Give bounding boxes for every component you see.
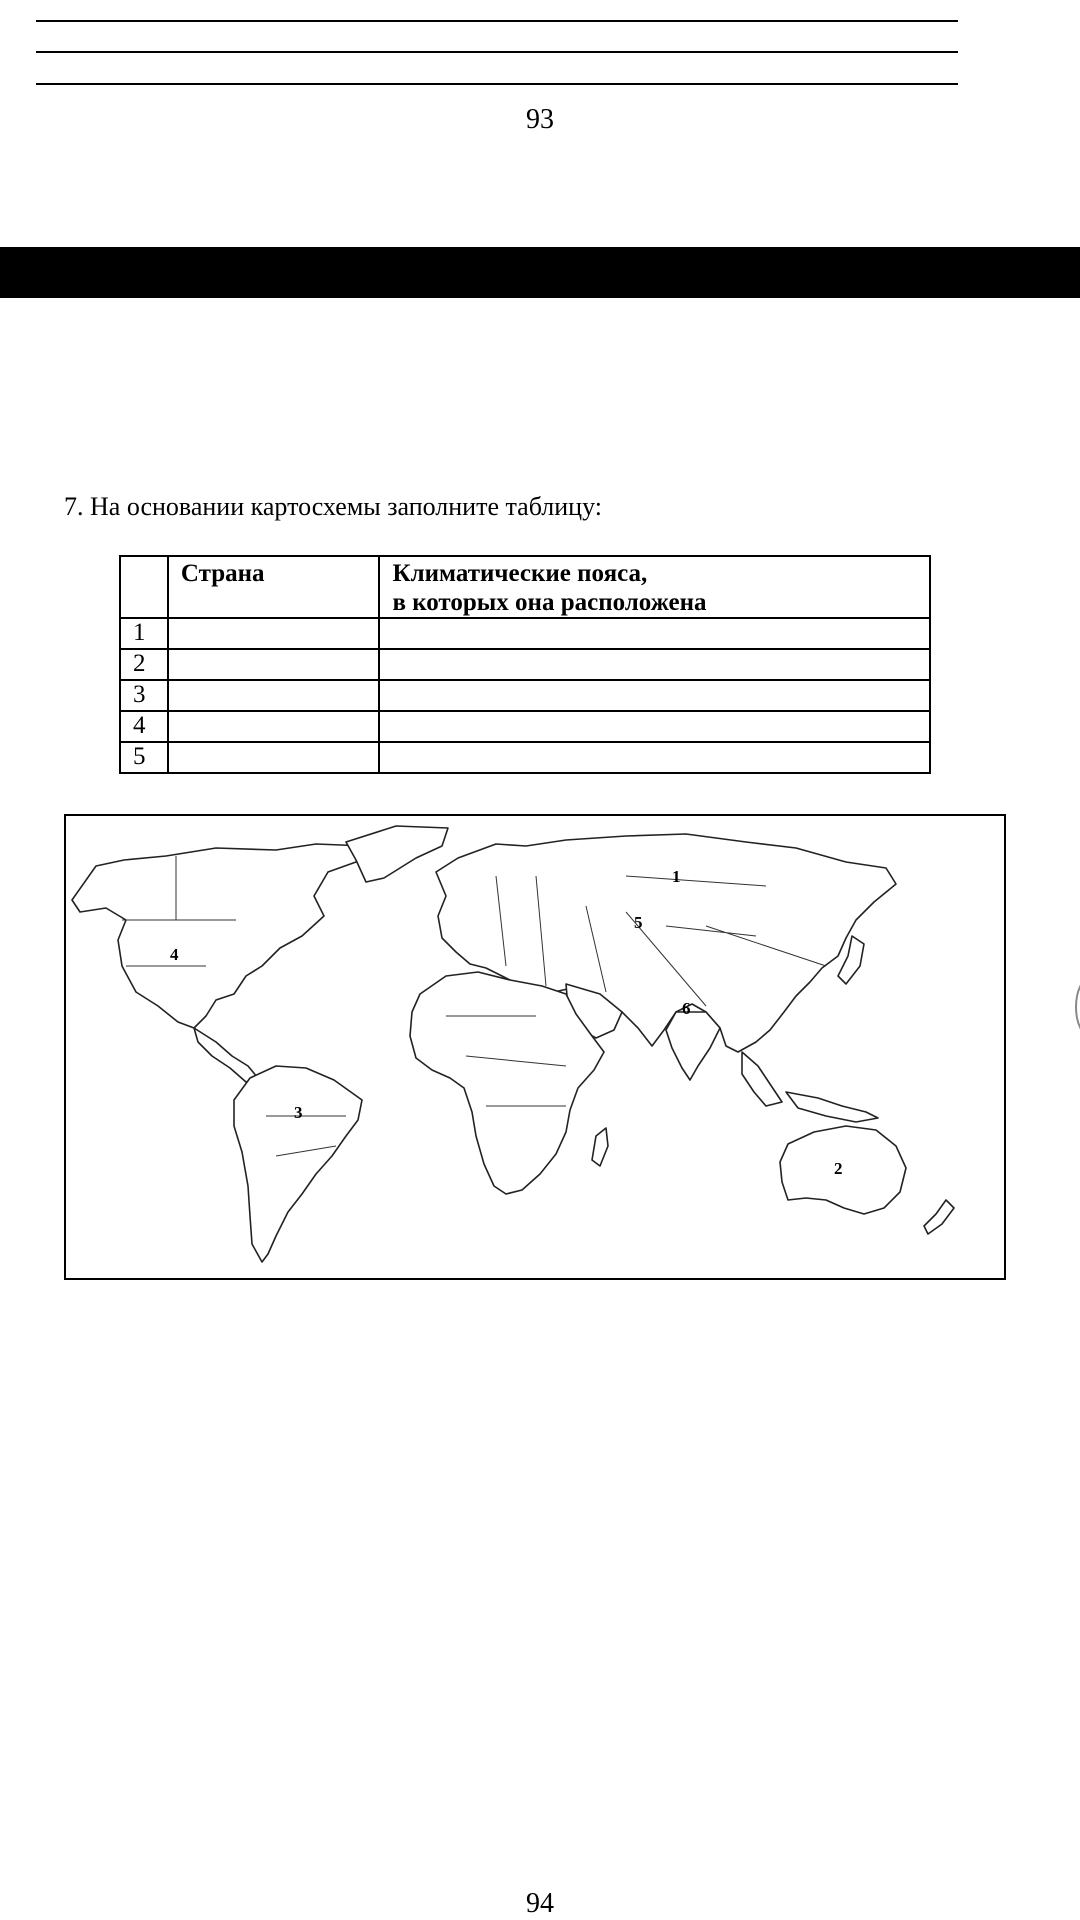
table-row <box>120 649 930 680</box>
page-edge-arc <box>1075 977 1080 1037</box>
map-label-5: 5 <box>634 913 643 932</box>
climate-cell[interactable] <box>379 618 930 649</box>
climate-cell[interactable] <box>379 742 930 773</box>
map-label-6: 6 <box>682 999 691 1018</box>
new-zealand-shape <box>924 1200 954 1234</box>
task-text: 7. На основании картосхемы заполните таблицу: <box>64 492 602 521</box>
country-cell[interactable] <box>168 649 380 680</box>
header-cell-climate <box>379 556 930 618</box>
world-map <box>64 814 1006 1280</box>
south-america-shape <box>234 1066 362 1262</box>
country-cell[interactable] <box>168 618 380 649</box>
greenland-shape <box>346 826 448 882</box>
indonesia-shape <box>786 1092 878 1122</box>
header-cell-country: Страна <box>168 556 380 618</box>
row-number: 4 <box>120 711 168 742</box>
central-america-shape <box>194 1028 258 1082</box>
row-number: 3 <box>120 680 168 711</box>
map-label-1: 1 <box>672 867 681 886</box>
writing-line <box>36 20 958 22</box>
map-label-3: 3 <box>294 1103 303 1122</box>
header-climate-line1: Климатические пояса, <box>392 560 648 587</box>
climate-cell[interactable] <box>379 680 930 711</box>
table-row <box>120 711 930 742</box>
country-cell[interactable] <box>168 680 380 711</box>
header-cell-number <box>120 556 168 618</box>
north-america-shape <box>72 844 366 1028</box>
page-number-top: 93 <box>526 104 554 135</box>
row-number: 2 <box>120 649 168 680</box>
madagascar-shape <box>592 1128 608 1166</box>
header-climate-line2: в которых она расположена <box>392 589 707 616</box>
map-label-2: 2 <box>834 1159 843 1178</box>
country-cell[interactable] <box>168 711 380 742</box>
page-number-bottom: 94 <box>526 1888 554 1919</box>
southeast-asia-shape <box>742 1052 782 1106</box>
table-row <box>120 742 930 773</box>
row-number: 5 <box>120 742 168 773</box>
table-row <box>120 618 930 649</box>
table-row <box>120 680 930 711</box>
india-shape <box>666 1012 720 1080</box>
country-cell[interactable] <box>168 742 380 773</box>
world-map-outline <box>66 816 1006 1280</box>
climate-cell[interactable] <box>379 649 930 680</box>
australia-shape <box>780 1126 906 1214</box>
table-header-row <box>120 556 930 618</box>
climate-cell[interactable] <box>379 711 930 742</box>
writing-line <box>36 51 958 53</box>
row-number: 1 <box>120 618 168 649</box>
page-separator-band <box>0 247 1080 298</box>
writing-line <box>36 83 958 85</box>
map-label-4: 4 <box>170 945 179 964</box>
answer-table <box>119 555 931 774</box>
